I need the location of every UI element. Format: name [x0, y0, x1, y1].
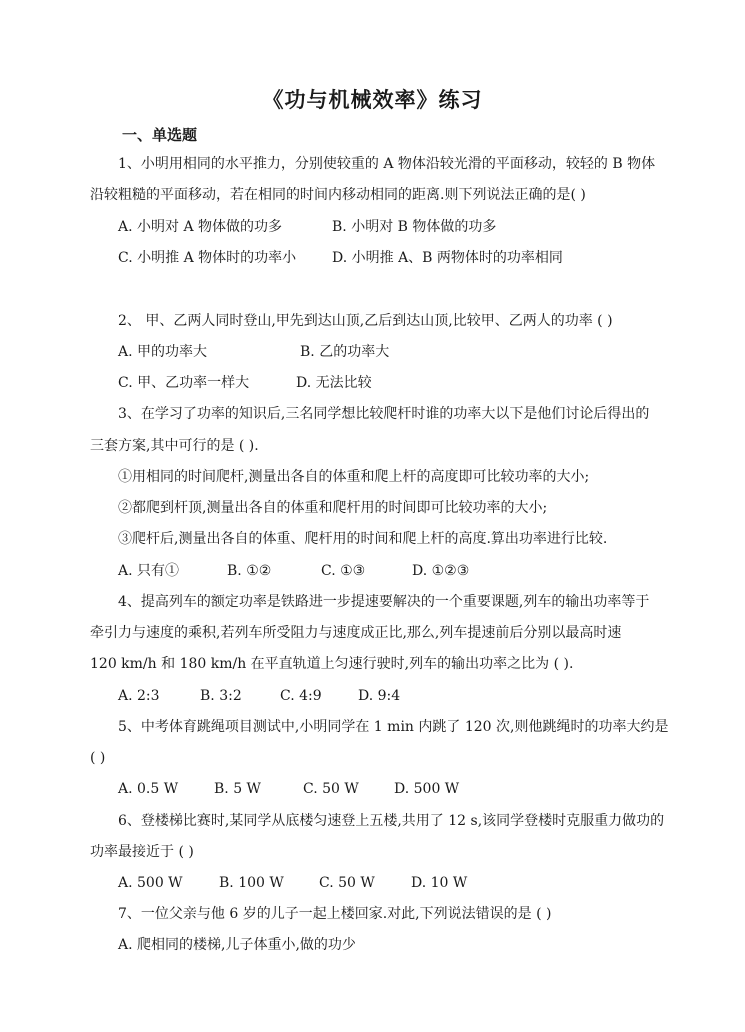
q1-option-b: B. 小明对 B 物体做的功多	[332, 219, 497, 235]
q1-stem-line1: 1、小明用相同的水平推力，分别使较重的 A 物体沿较光滑的平面移动，较轻的 B 物体	[118, 156, 656, 172]
q3-stem-line2: 三套方案,其中可行的是 ( ).	[90, 438, 259, 454]
q4-option-c: C. 4:9	[280, 688, 322, 704]
q2-stem-line1: 2、 甲、乙两人同时登山,甲先到达山顶,乙后到达山顶,比较甲、乙两人的功率 ( )	[118, 313, 613, 329]
q7-option-a: A. 爬相同的楼梯,儿子体重小,做的功少	[118, 937, 356, 953]
q6-option-b: B. 100 W	[219, 875, 284, 891]
q4-stem-line1: 4、提高列车的额定功率是铁路进一步提速要解决的一个重要课题,列车的输出功率等于	[118, 594, 650, 610]
q3-scheme-3: ③爬杆后,测量出各自的体重、爬杆用的时间和爬上杆的高度.算出功率进行比较.	[118, 531, 608, 547]
section-heading: 一、单选题	[122, 126, 198, 144]
q5-option-a: A. 0.5 W	[118, 781, 179, 797]
q3-option-c: C. ①③	[321, 563, 366, 579]
q2-option-b: B. 乙的功率大	[300, 344, 390, 360]
q5-option-b: B. 5 W	[214, 781, 261, 797]
q3-scheme-1: ①用相同的时间爬杆,测量出各自的体重和爬上杆的高度即可比较功率的大小;	[118, 469, 590, 485]
q1-option-a: A. 小明对 A 物体做的功多	[118, 219, 283, 235]
q5-stem-line1: 5、中考体育跳绳项目测试中,小明同学在 1 min 内跳了 120 次,则他跳绳时的功率大约是	[118, 719, 669, 735]
q4-stem-line3: 120 km/h 和 180 km/h 在平直轨道上匀速行驶时,列车的输出功率之比为 ( ).	[90, 656, 574, 672]
q4-option-a: A. 2:3	[118, 688, 160, 704]
q3-option-a: A. 只有①	[118, 563, 180, 579]
q6-stem-line1: 6、登楼梯比赛时,某同学从底楼匀速登上五楼,共用了 12 s,该同学登楼时克服重力做功的	[118, 813, 665, 829]
q2-option-d: D. 无法比较	[296, 375, 372, 391]
page-title: 《功与机械效率》练习	[262, 87, 483, 112]
q4-option-b: B. 3:2	[200, 688, 242, 704]
q4-stem-line2: 牵引力与速度的乘积,若列车所受阻力与速度成正比,那么,列车提速前后分别以最高时速	[90, 625, 622, 641]
q1-stem-line2: 沿较粗糙的平面移动，若在相同的时间内移动相同的距离.则下列说法正确的是( )	[90, 187, 586, 203]
q6-option-c: C. 50 W	[319, 875, 375, 891]
q6-stem-line2: 功率最接近于 ( )	[90, 844, 194, 860]
q3-stem-line1: 3、在学习了功率的知识后,三名同学想比较爬杆时谁的功率大以下是他们讨论后得出的	[118, 406, 650, 422]
q6-option-d: D. 10 W	[411, 875, 468, 891]
q2-option-a: A. 甲的功率大	[118, 344, 208, 360]
q4-option-d: D. 9:4	[358, 688, 401, 704]
q2-option-c: C. 甲、乙功率一样大	[118, 375, 250, 391]
q5-option-c: C. 50 W	[303, 781, 359, 797]
q6-option-a: A. 500 W	[118, 875, 183, 891]
q5-stem-line2: ( )	[90, 750, 106, 766]
q5-option-d: D. 500 W	[394, 781, 460, 797]
q3-option-d: D. ①②③	[412, 563, 470, 579]
q3-scheme-2: ②都爬到杆顶,测量出各自的体重和爬杆用的时间即可比较功率的大小;	[118, 500, 548, 516]
q1-option-d: D. 小明推 A、B 两物体时的功率相同	[332, 250, 563, 266]
q3-option-b: B. ①②	[227, 563, 272, 579]
q7-stem-line1: 7、一位父亲与他 6 岁的儿子一起上楼回家.对此,下列说法错误的是 ( )	[118, 906, 552, 922]
q1-option-c: C. 小明推 A 物体时的功率小	[118, 250, 297, 266]
